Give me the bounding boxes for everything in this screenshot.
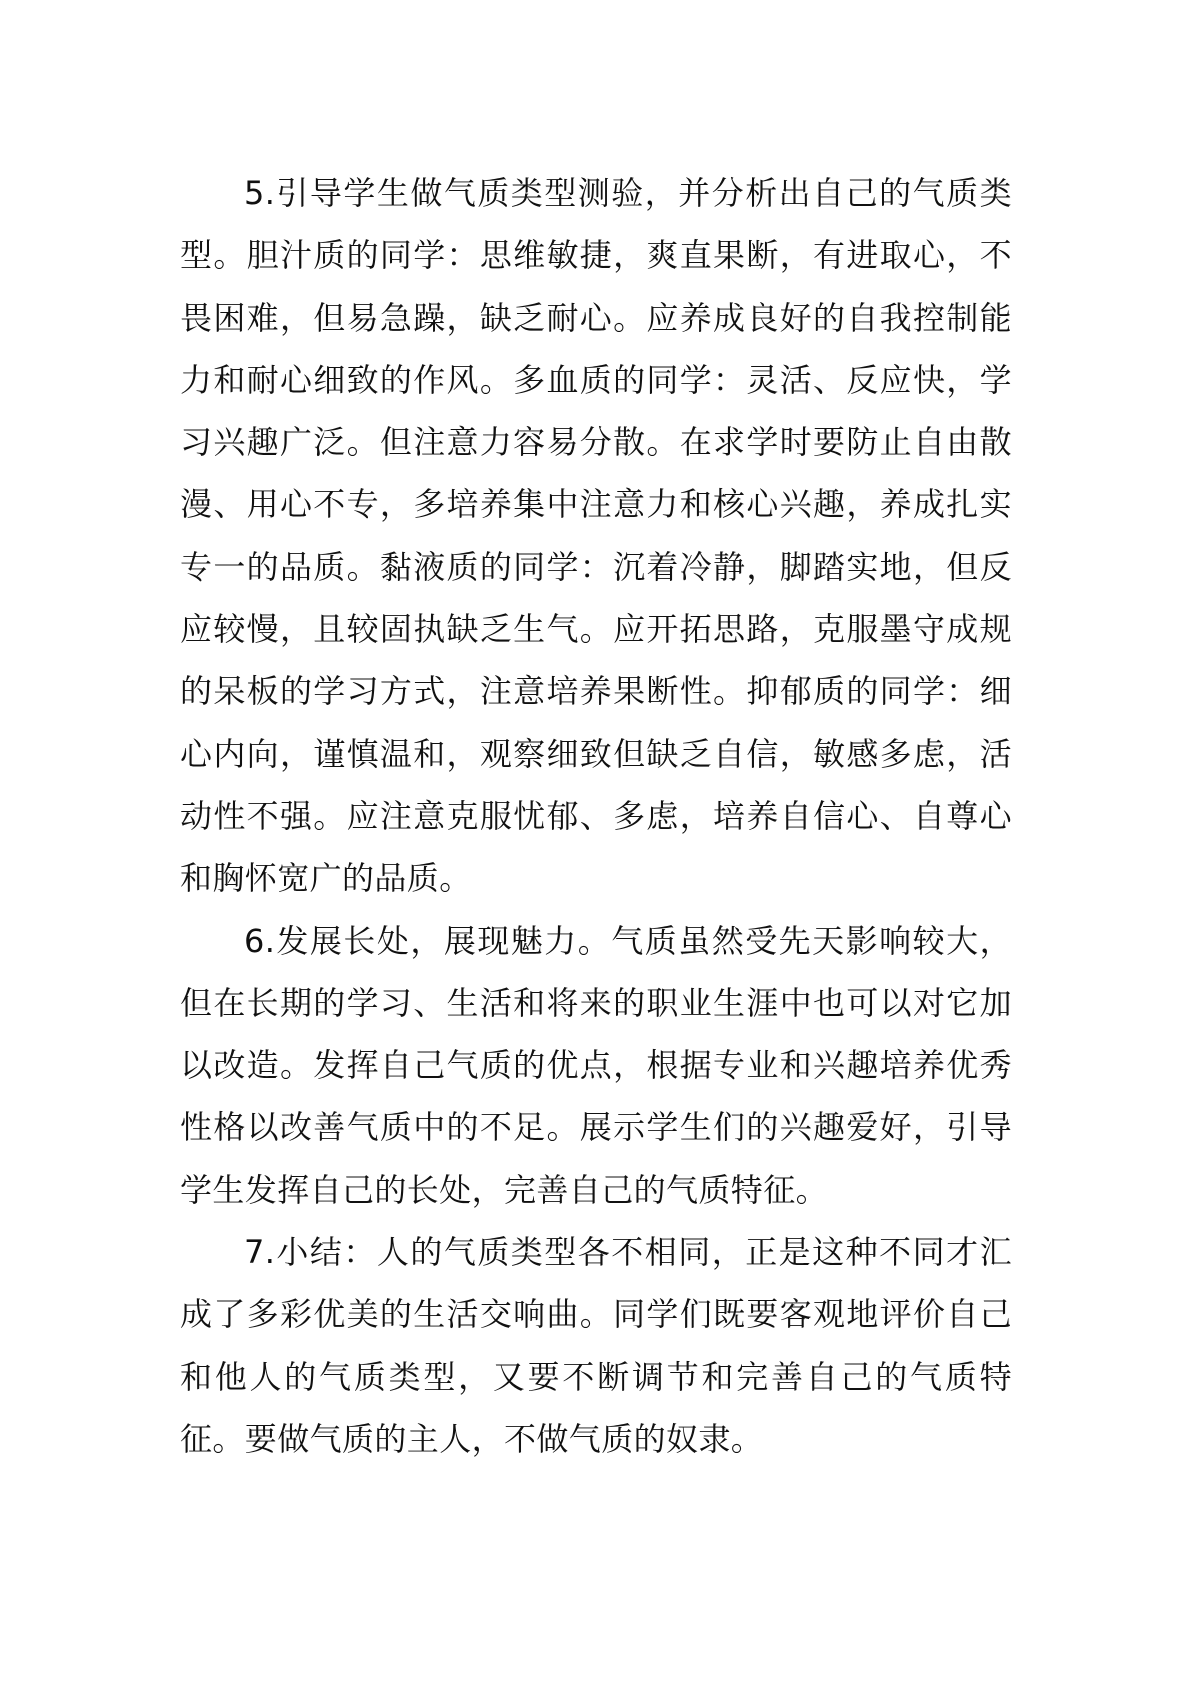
paragraph-summary: 7.小结：人的气质类型各不相同，正是这种不同才汇成了多彩优美的生活交响曲。同学们既要客观地评价自己和他人的气质类型，又要不断调节和完善自己的气质特征。要做气质的主人，不做气质的奴隶。: [180, 1233, 1012, 1458]
document-body: [180, 162, 1012, 1470]
paragraph-develop-strengths: 6.发展长处，展现魅力。气质虽然受先天影响较大，但在长期的学习、生活和将来的职业生涯中也可以对它加以改造。发挥自己气质的优点，根据专业和兴趣培养优秀性格以改善气质中的不足。展示学生们的兴趣爱好，引导学生发挥自己的长处，完善自己的气质特征。: [180, 921, 1012, 1209]
paragraph-temperament-test: 5.引导学生做气质类型测验，并分析出自己的气质类型。胆汁质的同学：思维敏捷，爽直果断，有进取心，不畏困难，但易急躁，缺乏耐心。应养成良好的自我控制能力和耐心细致的作风。多血质的同学：灵活、反应快，学习兴趣广泛。但注意力容易分散。在求学时要防止自由散漫、用心不专，多培养集中注意力和核心兴趣，养成扎实专一的品质。黏液质的同学：沉着冷静，脚踏实地，但反应较慢，且较固执缺乏生气。应开拓思路，克服墨守成规的呆板的学习方式，注意培养果断性。抑郁质的同学：细心内向，谨慎温和，观察细致但缺乏自信，敏感多虑，活动性不强。应注意克服忧郁、多虑，培养自信心、自尊心和胸怀宽广的品质。: [180, 174, 1012, 898]
